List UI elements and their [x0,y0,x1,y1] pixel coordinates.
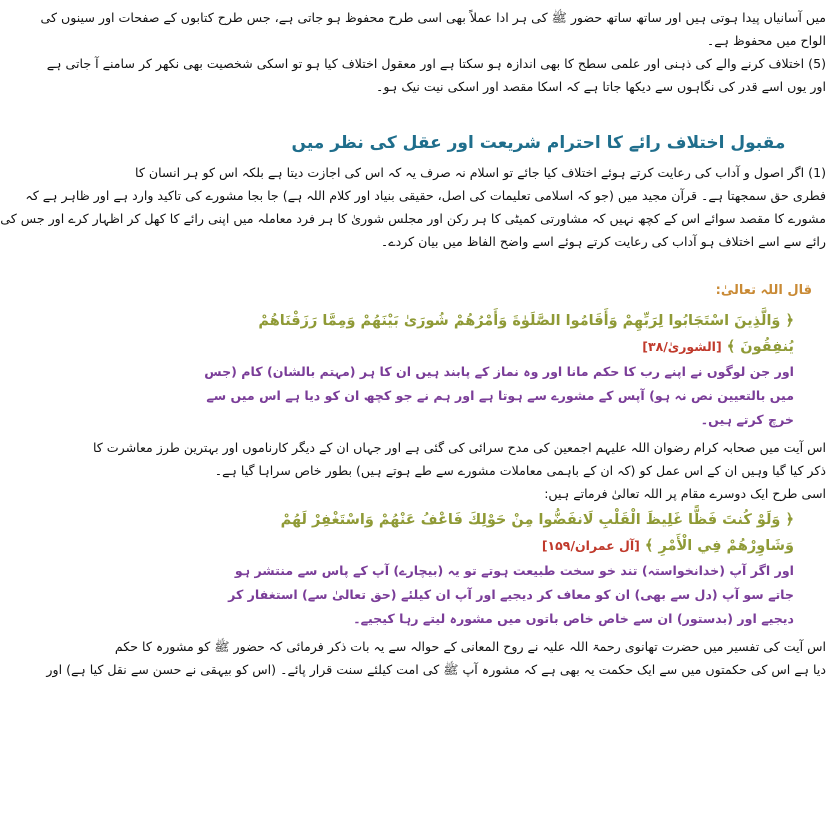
text-line: اسی طرح ایک دوسرے مقام پر اللہ تعالیٰ فرماتے ہیں: [544,486,826,501]
verse-reference: [الشوریٰ/۳۸] [642,339,722,354]
translation-line: خرچ کرتے ہیں۔ [700,412,794,427]
text-line: الواح میں محفوظ ہے۔ [706,33,826,48]
section-heading: مقبول اختلاف رائے کا احترام شریعت اور عقل کی نظر میں [291,133,786,153]
translation-line: اور اگر آپ (خدانخواستہ) تند خو سخت طبیعت ہوتے تو یہ (بیچارے) آپ کے پاس سے منتشر ہو [234,563,794,578]
text-line: فطری حق سمجھتا ہے۔ قرآن مجید میں (جو کہ اسلامی تعلیمات کی اصل، حقیقی بنیاد اور کلام اللہ ہے) جا بجا مشورے کی تاکید وارد ہے اور ظاہر ہے کہ [25,188,826,203]
arabic-verse-line [265,533,794,559]
arabic-verse [258,308,812,360]
verse-translation [204,360,812,432]
text-line: مشورے کا مقصد سوائے اس کے کچھ نہیں کہ مشاورتی کمیٹی کا ہر رکن اور مجلس شوریٰ کا ہر فرد معاملہ میں اپنی رائے کا کھل کر اظہار کرے اور جس کی [0,211,826,226]
arabic-verse-end: وَشَاوِرْهُمْ فِي الْأَمْرِ ﴾ [644,538,794,554]
text-line: میں آسانیاں پیدا ہوتی ہیں اور ساتھ ساتھ حضور ﷺ کی ہر ادا عملاً بھی اسی طرح محفوظ ہو جاتی ہے، جس طرح کتابوں کے صفحات اور سینوں کی [40,10,826,25]
text-line: دیا ہے اس کی حکمتوں میں سے ایک حکمت یہ بھی ہے کہ مشورہ آپ ﷺ کی امت کیلئے سنت قرار پائے۔ (اس کو بیہقی نے حسن سے نقل کیا ہے) اور [46,662,826,677]
arabic-verse-line: ﴿ وَلَوْ كُنتَ فَظًّا غَلِيظَ الْقَلْبِ لَانفَضُّوا مِنْ حَوْلِكَ فَاعْفُ عَنْهُمْ وَاسْتَغْفِرْ لَهُمْ [280,512,794,528]
arabic-verse-line [265,334,794,360]
text-line: (5) اختلاف کرنے والے کی ذہنی اور علمی سطح کا بھی اندازہ ہو سکتا ہے اور معقول اختلاف کیا ہو تو اسکی شخصیت بھی نکھر کر سامنے آ جاتی ہے [46,56,826,71]
translation-line: اور جن لوگوں نے اپنے رب کا حکم مانا اور وہ نماز کے پابند ہیں ان کا ہر (مہتم بالشان) کام (جس [204,364,794,379]
quran-quote-1 [204,283,812,432]
quote-intro-label: قال اللہ تعالیٰ: [715,283,812,298]
text-line: اس آیت میں صحابہ کرام رضوان اللہ علیہم اجمعین کی مدح سرائی کی گئی ہے اور جہاں ان کے دیگر کارناموں اور بہترین طرز معاشرت کا [92,440,826,455]
text-line: رائے سے اسے اختلاف ہو آداب کی رعایت کرتے ہوئے اسے واضح الفاظ میں بیان کردے۔ [380,234,826,249]
text-line: ذکر کیا گیا وہیں ان کے اس عمل کو (کہ ان کے باہمی معاملات مشورے سے طے ہوتے ہیں) بطور خاص سراہا گیا ہے۔ [214,463,826,478]
arabic-verse-end: يُنفِقُونَ ﴾ [726,339,794,355]
arabic-verse [265,507,812,559]
translation-line: دیجیے اور (بدستور) ان سے خاص خاص باتوں میں مشورہ لیتے رہا کیجیے۔ [353,611,794,626]
intro-paragraph [40,6,826,98]
closing-paragraph [46,635,826,681]
section-paragraph [0,161,826,253]
translation-line: جاتے سو آپ (دل سے بھی) ان کو معاف کر دیجیے اور آپ ان کیلئے (حق تعالیٰ سے) استغفار کر [228,587,794,602]
commentary-paragraph [92,436,826,505]
verse-reference: [آل عمران/۱۵۹] [541,538,640,553]
quran-quote-2 [228,507,812,631]
verse-translation [228,559,812,631]
translation-line: میں بالتعیین نص نہ ہو) آپس کے مشورے سے ہوتا ہے اور ہم نے جو کچھ ان کو دیا ہے اس میں سے [206,388,794,403]
arabic-verse-line: ﴿ وَالَّذِينَ اسْتَجَابُوا لِرَبِّهِمْ وَأَقَامُوا الصَّلَوٰةَ وَأَمْرُهُمْ شُورَىٰ بَيْنَهُمْ وَمِمَّا رَزَقْنَاهُمْ [258,313,794,329]
text-line: (1) اگر اصول و آداب کی رعایت کرتے ہوئے اختلاف کیا جائے تو اسلام نہ صرف یہ کہ اس کی اجازت دیتا ہے بلکہ اس کو ہر انسان کا [135,165,826,180]
text-line: اس آیت کی تفسیر میں حضرت تھانوی رحمۃ اللہ علیہ نے روح المعانی کے حوالہ سے یہ بات ذکر فرمائی کہ حضور ﷺ کو مشورہ کا حکم [114,639,826,654]
text-line: اور یوں اسے قدر کی نگاہوں سے دیکھا جاتا ہے کہ اسکا مقصد اور اسکی نیت نیک ہو۔ [376,79,826,94]
